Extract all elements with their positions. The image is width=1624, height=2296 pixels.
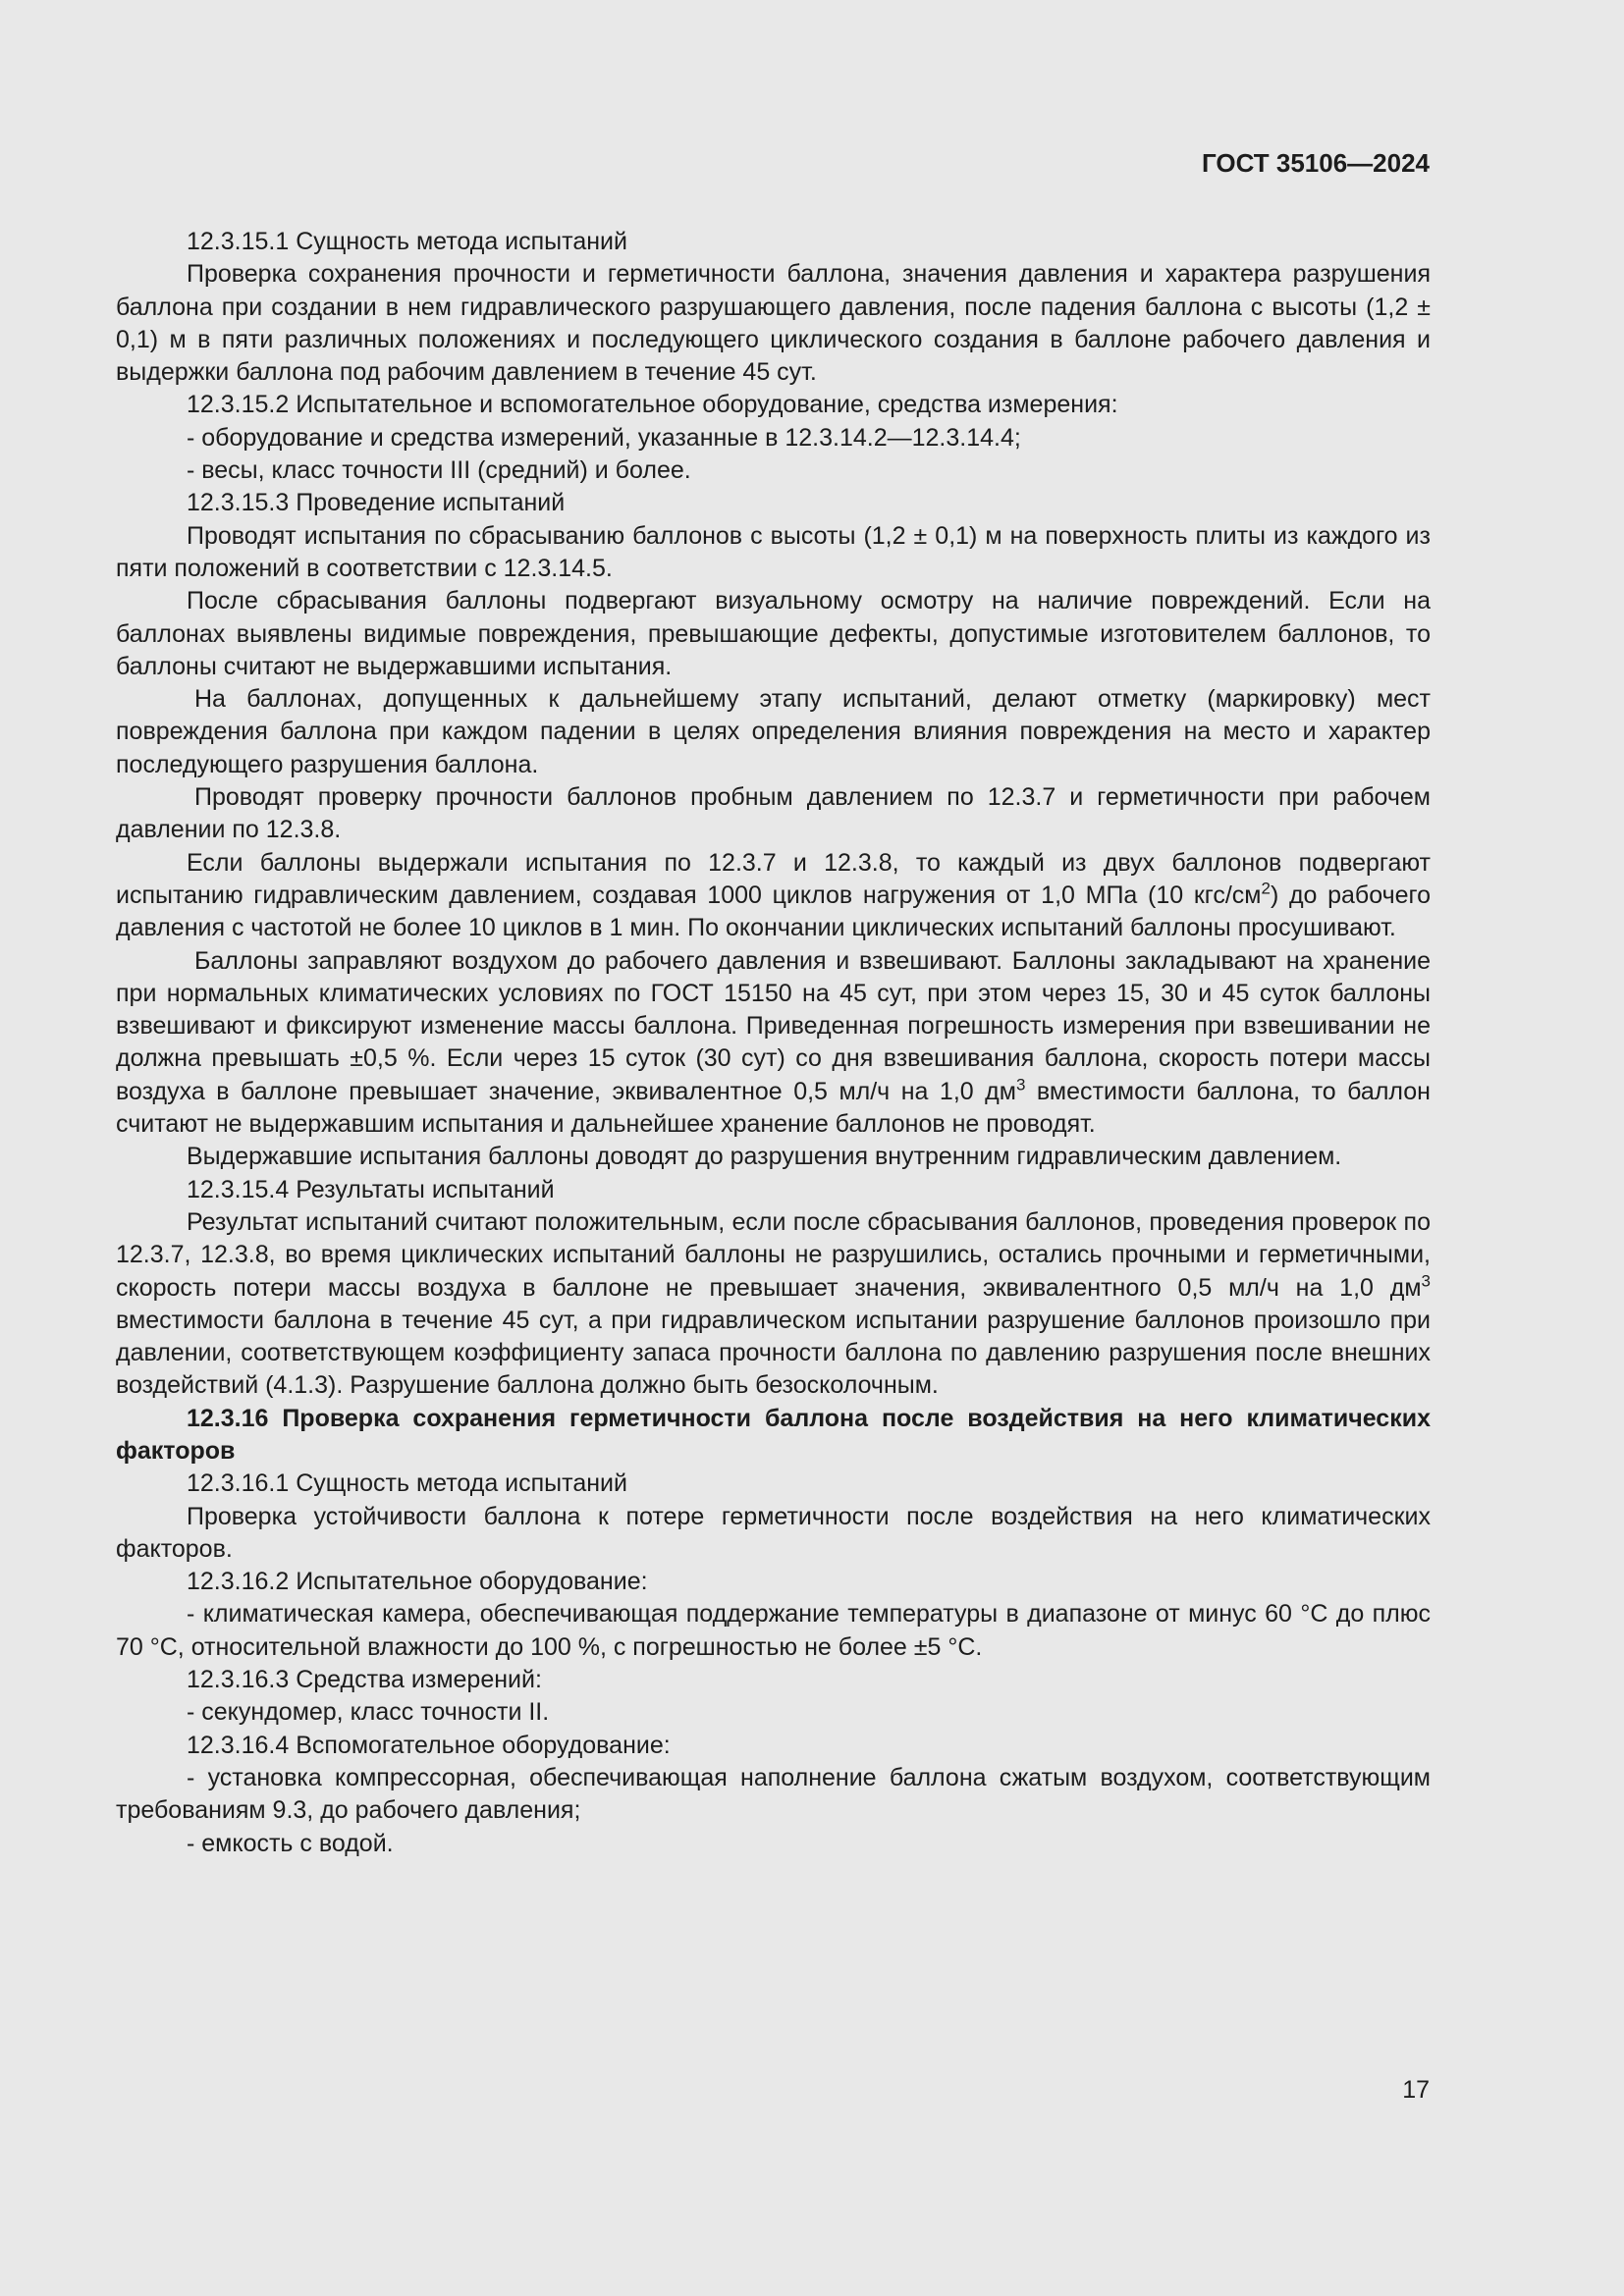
list-item: - установка компрессорная, обеспечивающая наполнение баллона сжатым воздухом, соответствующим требованиям 9.3, до рабочего давления;	[116, 1763, 1431, 1825]
section-heading: 12.3.16.2 Испытательное оборудование:	[187, 1568, 648, 1596]
body-paragraph: Выдержавшие испытания баллоны доводят до разрушения внутренним гидравлическим давлением.	[187, 1143, 1342, 1171]
list-item: - весы, класс точности III (средний) и более.	[187, 456, 691, 485]
text-run: ) до рабочего давления с частотой не более 10 циклов в 1 мин. По окончании циклических испытаний баллоны просушивают.	[116, 881, 1432, 942]
superscript: 2	[1261, 879, 1271, 898]
list-item: - климатическая камера, обеспечивающая поддержание температуры в диапазоне от минус 60 °С до плюс 70 °С, относительной влажности до 100 %, с погрешностью не более ±5 °С.	[116, 1600, 1431, 1661]
body-paragraph: После сбрасывания баллоны подвергают визуальному осмотру на наличие повреждений. Если на баллонах выявлены видимые повреждения, превышающие дефекты, допустимые изготовителем баллонов, то баллоны считают не выдержавшими испытания.	[116, 587, 1431, 680]
list-item: - емкость с водой.	[187, 1829, 394, 1857]
text-run: вместимости баллона в течение 45 сут, а при гидравлическом испытании разрушение баллонов произошло при давлении, соответствующем коэффициенту запаса прочности баллона по давлению разрушения после внешних воздействий (4.1.3). Разрушение баллона должно быть безосколочным.	[116, 1306, 1431, 1400]
body-paragraph: Проверка устойчивости баллона к потере герметичности после воздействия на него климатических факторов.	[116, 1502, 1431, 1563]
body-paragraph	[116, 945, 1431, 1142]
body-paragraph	[116, 847, 1431, 945]
section-heading: 12.3.15.1 Сущность метода испытаний	[187, 228, 627, 255]
text-run: Если баллоны выдержали испытания по 12.3.7 и 12.3.8, то каждый из двух баллонов подвергают испытанию гидравлическим давлением, создавая 1000 циклов нагружения от 1,0 МПа (10 кгс/см	[116, 848, 1431, 909]
document-header: ГОСТ 35106—2024	[1202, 148, 1430, 178]
list-item: - секундомер, класс точности II.	[187, 1698, 550, 1727]
section-heading: 12.3.15.3 Проведение испытаний	[187, 489, 566, 517]
section-heading-bold: 12.3.16 Проверка сохранения герметичности баллона после воздействия на него климатических факторов	[116, 1404, 1431, 1465]
body-paragraph: Проводят проверку прочности баллонов пробным давлением по 12.3.7 и герметичности при рабочем давлении по 12.3.8.	[116, 783, 1431, 844]
page-number: 17	[1402, 2076, 1430, 2104]
superscript: 3	[1421, 1271, 1431, 1291]
text-run: Баллоны заправляют воздухом до рабочего давления и взвешивают. Баллоны закладывают на хранение при нормальных климатических условиях по ГОСТ 15150 на 45 сут, при этом через 15, 30 и 45 суток баллоны взвешивают и фиксируют изменение массы баллона. Приведенная погрешность измерения при взвешивании не должна превышать ±0,5 %. Если через 15 суток (30 сут) со дня взвешивания баллона, скорость потери массы воздуха в баллоне превышает значение, эквивалентное 0,5 мл/ч на 1,0 дм	[116, 946, 1431, 1105]
superscript: 3	[1015, 1075, 1026, 1095]
section-heading: 12.3.16.1 Сущность метода испытаний	[187, 1469, 627, 1498]
document-body	[116, 226, 1431, 1860]
body-paragraph: Проводят испытания по сбрасыванию баллонов с высоты (1,2 ± 0,1) м на поверхность плиты из каждого из пяти положений в соответствии с 12.3.14.5.	[116, 521, 1431, 582]
body-paragraph: Проверка сохранения прочности и герметичности баллона, значения давления и характера разрушения баллона при создании в нем гидравлического разрушающего давления, после падения баллона с высоты (1,2 ± 0,1) м в пяти различных положениях и последующего циклического создания в баллоне рабочего давления и выдержки баллона под рабочим давлением в течение 45 сут.	[116, 260, 1431, 387]
text-run: Результат испытаний считают положительным, если после сбрасывания баллонов, проведения проверок по 12.3.7, 12.3.8, во время циклических испытаний баллоны не разрушились, остались прочными и герметичными, скорость потери массы воздуха в баллоне не превышает значения, эквивалентного 0,5 мл/ч на 1,0 дм	[116, 1207, 1431, 1302]
body-paragraph: На баллонах, допущенных к дальнейшему этапу испытаний, делают отметку (маркировку) мест повреждения баллона при каждом падении в целях определения влияния повреждения на место и характер последующего разрушения баллона.	[116, 685, 1431, 778]
section-heading: 12.3.16.4 Вспомогательное оборудование:	[187, 1731, 671, 1759]
body-paragraph	[116, 1206, 1431, 1403]
text-run: вместимости баллона, то баллон считают не выдержавшим испытания и дальнейшее хранение баллонов не проводят.	[116, 1077, 1431, 1139]
section-heading: 12.3.15.2 Испытательное и вспомогательное оборудование, средства измерения:	[187, 391, 1118, 419]
section-heading: 12.3.15.4 Результаты испытаний	[187, 1175, 555, 1203]
section-heading: 12.3.16.3 Средства измерений:	[187, 1666, 542, 1694]
list-item: - оборудование и средства измерений, указанные в 12.3.14.2—12.3.14.4;	[187, 423, 1021, 452]
